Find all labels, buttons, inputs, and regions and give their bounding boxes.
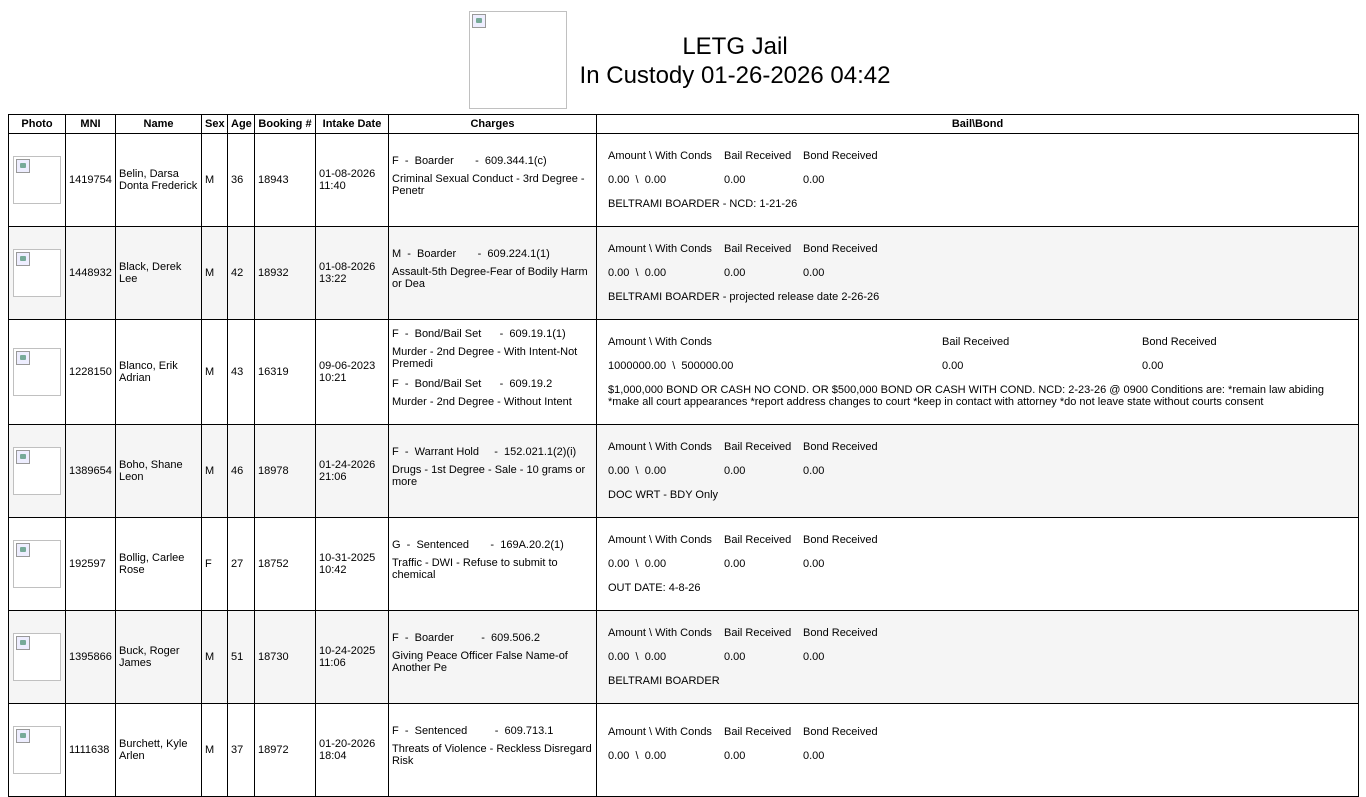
booking-cell: 18978 — [255, 425, 316, 518]
age-cell: 51 — [228, 611, 255, 704]
intake-date-cell — [316, 134, 389, 227]
charge-code: F - Bond/Bail Set - 609.19.1(1) — [392, 328, 566, 340]
mni-cell: 192597 — [66, 518, 116, 611]
photo-cell — [9, 425, 66, 518]
intake-date: 01-08-2026 — [319, 261, 376, 273]
photo-cell — [9, 518, 66, 611]
bail-note: BELTRAMI BOARDER - NCD: 1-21-26 — [608, 198, 798, 210]
charge-code: F - Boarder - 609.506.2 — [392, 632, 540, 644]
name-cell: Boho, Shane Leon — [116, 425, 202, 518]
table-row — [9, 320, 1359, 425]
table-row — [9, 704, 1359, 797]
broken-image-icon — [472, 14, 486, 28]
inmate-photo — [13, 540, 61, 588]
mni-cell: 1395866 — [66, 611, 116, 704]
bond-received-label: Bond Received — [803, 243, 878, 255]
bail-received-value: 0.00 — [724, 174, 746, 186]
age-cell: 42 — [228, 227, 255, 320]
bond-received-label: Bond Received — [803, 534, 878, 546]
intake-date-cell — [316, 320, 389, 425]
broken-image-icon — [16, 636, 30, 650]
charge-code: F - Boarder - 609.344.1(c) — [392, 155, 547, 167]
age-cell: 46 — [228, 425, 255, 518]
intake-time: 10:42 — [319, 564, 347, 576]
table-header-row — [9, 115, 1359, 134]
charge-description: Threats of Violence - Reckless Disregard Risk — [392, 743, 592, 767]
bail-grid — [608, 336, 1355, 372]
intake-date: 01-20-2026 — [319, 738, 376, 750]
intake-date-cell — [316, 518, 389, 611]
col-age: Age — [228, 115, 255, 134]
amount-value: 0.00 \ 0.00 — [608, 174, 667, 186]
photo-cell — [9, 704, 66, 797]
charges-cell — [389, 320, 597, 425]
charge-description: Assault-5th Degree-Fear of Bodily Harm or Dea — [392, 266, 588, 290]
bail-grid — [608, 534, 1355, 570]
intake-date: 01-24-2026 — [319, 459, 376, 471]
inmate-photo — [13, 348, 61, 396]
table-row — [9, 425, 1359, 518]
bond-received-label: Bond Received — [803, 726, 878, 738]
bail-received-label: Bail Received — [724, 243, 792, 255]
table-row — [9, 227, 1359, 320]
broken-image-icon — [16, 252, 30, 266]
inmate-photo — [13, 726, 61, 774]
bond-received-label: Bond Received — [1142, 336, 1217, 348]
charges-cell — [389, 518, 597, 611]
bail-note: OUT DATE: 4-8-26 — [608, 582, 701, 594]
intake-time: 21:06 — [319, 471, 347, 483]
intake-date: 09-06-2023 — [319, 360, 376, 372]
table-row — [9, 134, 1359, 227]
inmate-photo — [13, 249, 61, 297]
bail-note: BELTRAMI BOARDER - projected release date 2-26-26 — [608, 291, 880, 303]
amount-value: 0.00 \ 0.00 — [608, 558, 667, 570]
bail-received-label: Bail Received — [724, 534, 792, 546]
col-bail-bond: Bail\Bond — [597, 115, 1359, 134]
amount-value: 0.00 \ 0.00 — [608, 267, 667, 279]
bail-note: $1,000,000 BOND OR CASH NO COND. OR $500,000 BOND OR CASH WITH COND. NCD: 2-23-26 @ 0900 Conditions are: *remain law abiding *make all court appearances *report address changes to court *keep in contact with attorney *do not leave state without courts consent — [608, 384, 1325, 408]
amount-label: Amount \ With Conds — [608, 441, 712, 453]
bail-note: BELTRAMI BOARDER — [608, 675, 720, 687]
photo-cell — [9, 611, 66, 704]
name-cell: Blanco, Erik Adrian — [116, 320, 202, 425]
charge-description: Criminal Sexual Conduct - 3rd Degree - Penetr — [392, 173, 585, 197]
bail-received-value: 0.00 — [724, 651, 746, 663]
intake-date-cell — [316, 425, 389, 518]
bond-received-value: 0.00 — [1142, 360, 1164, 372]
amount-value: 0.00 \ 0.00 — [608, 465, 667, 477]
bail-received-value: 0.00 — [724, 267, 746, 279]
intake-time: 13:22 — [319, 273, 347, 285]
bail-received-value: 0.00 — [724, 465, 746, 477]
charge-description: Giving Peace Officer False Name-of Another Pe — [392, 650, 568, 674]
inmate-photo — [13, 447, 61, 495]
table-row — [9, 518, 1359, 611]
photo-cell — [9, 134, 66, 227]
sex-cell: M — [202, 320, 228, 425]
bond-received-value: 0.00 — [803, 174, 825, 186]
mni-cell: 1111638 — [66, 704, 116, 797]
col-photo: Photo — [9, 115, 66, 134]
charge-code: F - Bond/Bail Set - 609.19.2 — [392, 378, 553, 390]
intake-date-cell — [316, 227, 389, 320]
bail-grid — [608, 627, 1355, 663]
amount-value: 0.00 \ 0.00 — [608, 651, 667, 663]
bond-received-value: 0.00 — [803, 651, 825, 663]
amount-label: Amount \ With Conds — [608, 726, 712, 738]
amount-value: 1000000.00 \ 500000.00 — [608, 360, 734, 372]
name-cell: Bollig, Carlee Rose — [116, 518, 202, 611]
bail-bond-cell — [597, 227, 1359, 320]
intake-date-cell — [316, 611, 389, 704]
bail-grid — [608, 150, 1355, 186]
sex-cell: M — [202, 227, 228, 320]
col-mni: MNI — [66, 115, 116, 134]
inmate-photo — [13, 156, 61, 204]
amount-label: Amount \ With Conds — [608, 534, 712, 546]
bond-received-label: Bond Received — [803, 627, 878, 639]
charge-code: F - Sentenced - 609.713.1 — [392, 725, 554, 737]
name-cell: Buck, Roger James — [116, 611, 202, 704]
charge-code: G - Sentenced - 169A.20.2(1) — [392, 539, 564, 551]
broken-image-icon — [16, 450, 30, 464]
booking-cell: 18752 — [255, 518, 316, 611]
photo-cell — [9, 320, 66, 425]
jail-logo-image — [469, 11, 567, 109]
col-name: Name — [116, 115, 202, 134]
charges-cell — [389, 704, 597, 797]
bond-received-value: 0.00 — [803, 465, 825, 477]
amount-label: Amount \ With Conds — [608, 336, 712, 348]
bail-received-value: 0.00 — [724, 750, 746, 762]
bail-bond-cell — [597, 425, 1359, 518]
bond-received-label: Bond Received — [803, 441, 878, 453]
booking-cell: 18932 — [255, 227, 316, 320]
bail-received-value: 0.00 — [724, 558, 746, 570]
sex-cell: M — [202, 425, 228, 518]
booking-cell: 18730 — [255, 611, 316, 704]
booking-cell: 18972 — [255, 704, 316, 797]
sex-cell: M — [202, 611, 228, 704]
bail-received-label: Bail Received — [724, 150, 792, 162]
col-sex: Sex — [202, 115, 228, 134]
bail-bond-cell — [597, 134, 1359, 227]
bail-bond-cell — [597, 611, 1359, 704]
bail-bond-cell — [597, 704, 1359, 797]
charge-description: Murder - 2nd Degree - Without Intent — [392, 396, 572, 408]
age-cell: 37 — [228, 704, 255, 797]
intake-date: 01-08-2026 — [319, 168, 376, 180]
name-cell: Belin, Darsa Donta Frederick — [116, 134, 202, 227]
age-cell: 27 — [228, 518, 255, 611]
amount-label: Amount \ With Conds — [608, 627, 712, 639]
bail-received-value: 0.00 — [942, 360, 964, 372]
mni-cell: 1448932 — [66, 227, 116, 320]
mni-cell: 1389654 — [66, 425, 116, 518]
broken-image-icon — [16, 159, 30, 173]
booking-cell: 16319 — [255, 320, 316, 425]
charges-cell — [389, 425, 597, 518]
charge-code: M - Boarder - 609.224.1(1) — [392, 248, 550, 260]
mni-cell: 1419754 — [66, 134, 116, 227]
amount-value: 0.00 \ 0.00 — [608, 750, 667, 762]
bond-received-value: 0.00 — [803, 750, 825, 762]
age-cell: 36 — [228, 134, 255, 227]
bail-bond-cell — [597, 320, 1359, 425]
charges-cell — [389, 611, 597, 704]
bond-received-value: 0.00 — [803, 267, 825, 279]
bail-received-label: Bail Received — [724, 726, 792, 738]
intake-date: 10-24-2025 — [319, 645, 376, 657]
page-title: LETG Jail — [682, 33, 788, 60]
bail-note: DOC WRT - BDY Only — [608, 489, 719, 501]
col-charges: Charges — [389, 115, 597, 134]
charge-description: Traffic - DWI - Refuse to submit to chemical — [392, 557, 558, 581]
name-cell: Burchett, Kyle Arlen — [116, 704, 202, 797]
amount-label: Amount \ With Conds — [608, 150, 712, 162]
broken-image-icon — [16, 351, 30, 365]
intake-time: 10:21 — [319, 372, 347, 384]
booking-cell: 18943 — [255, 134, 316, 227]
bond-received-label: Bond Received — [803, 150, 878, 162]
mni-cell: 1228150 — [66, 320, 116, 425]
charge-code: F - Warrant Hold - 152.021.1(2)(i) — [392, 446, 577, 458]
photo-cell — [9, 227, 66, 320]
sex-cell: M — [202, 704, 228, 797]
intake-time: 11:40 — [319, 180, 346, 192]
intake-date: 10-31-2025 — [319, 552, 376, 564]
name-cell: Black, Derek Lee — [116, 227, 202, 320]
charge-description: Murder - 2nd Degree - With Intent-Not Premedi — [392, 346, 578, 370]
col-intake-date: Intake Date — [316, 115, 389, 134]
bail-bond-cell — [597, 518, 1359, 611]
bond-received-value: 0.00 — [803, 558, 825, 570]
col-booking: Booking # — [255, 115, 316, 134]
inmate-photo — [13, 633, 61, 681]
age-cell: 43 — [228, 320, 255, 425]
bail-grid — [608, 726, 1355, 762]
custody-table — [8, 114, 1359, 797]
table-row — [9, 611, 1359, 704]
bail-received-label: Bail Received — [942, 336, 1010, 348]
bail-grid — [608, 441, 1355, 477]
bail-received-label: Bail Received — [724, 441, 792, 453]
intake-date-cell — [316, 704, 389, 797]
broken-image-icon — [16, 729, 30, 743]
bail-grid — [608, 243, 1355, 279]
amount-label: Amount \ With Conds — [608, 243, 712, 255]
intake-time: 18:04 — [319, 750, 347, 762]
intake-time: 11:06 — [319, 657, 346, 669]
sex-cell: F — [202, 518, 228, 611]
charges-cell — [389, 227, 597, 320]
charge-description: Drugs - 1st Degree - Sale - 10 grams or more — [392, 464, 586, 488]
bail-received-label: Bail Received — [724, 627, 792, 639]
page-subtitle: In Custody 01-26-2026 04:42 — [579, 62, 891, 89]
sex-cell: M — [202, 134, 228, 227]
broken-image-icon — [16, 543, 30, 557]
charges-cell — [389, 134, 597, 227]
